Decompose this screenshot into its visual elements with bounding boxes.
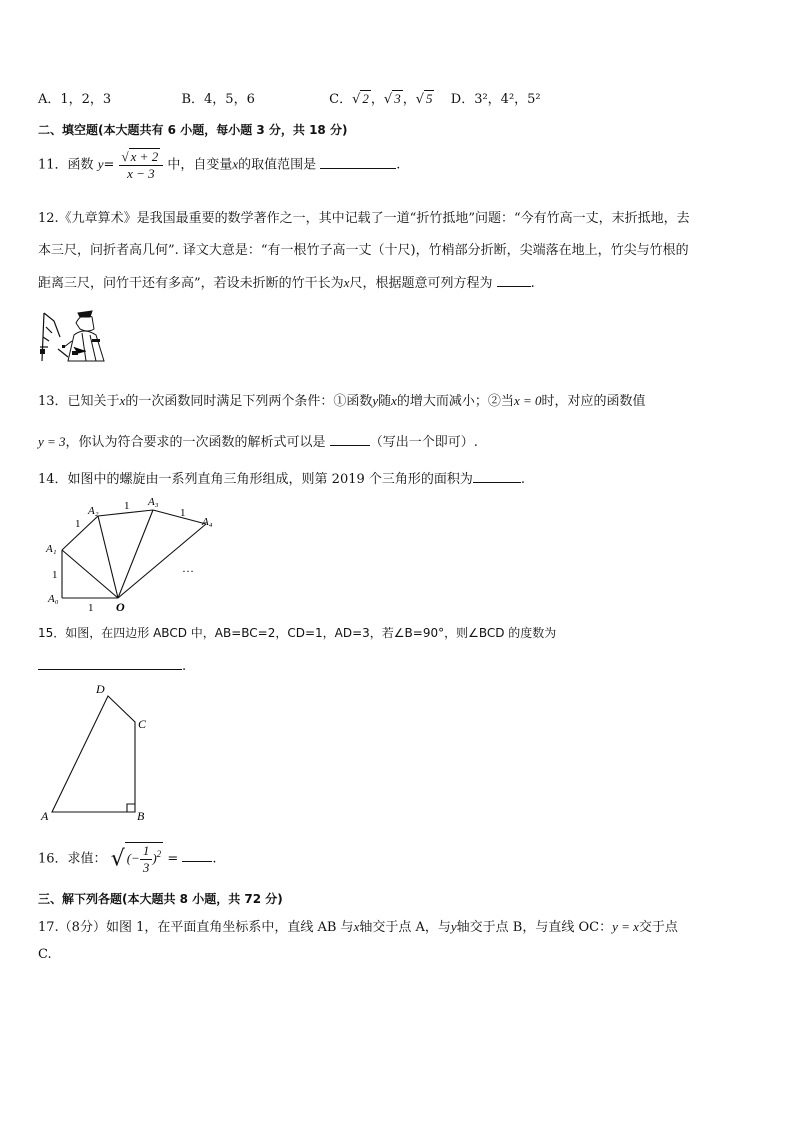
question-14: 14．如图中的螺旋由一系列直角三角形组成，则第 2019 个三角形的面积为 . [38,472,526,487]
label-o: O [116,600,125,614]
section-2-title: 二、填空题(本大题共有 6 小题，每小题 3 分，共 18 分) [38,123,348,137]
segment-a3-o [118,510,153,598]
question-11: 11．函数 y= $\frac{√ x + 2}{x - 3}$ 中，自变量x的取值范围是 . [38,149,401,181]
scholar-illustration [38,307,110,363]
segment-a2-o [98,516,118,598]
question-12-line-2: 本三尺，问折者高几何”. 译文大意是：“有一根竹子高一丈（十尺)，竹梢部分折断，尖端落在地上，竹尖与竹根的 [38,243,689,258]
option-d: D．3²，4²，5² [450,92,541,107]
q12-answer-blank[interactable] [497,275,531,287]
q14-answer-blank[interactable] [473,471,521,483]
label-a3: A₃ [148,496,159,508]
right-angle-mark [127,804,135,812]
option-b: B．4，5，6 [181,92,255,107]
question-13-line-1: 13．已知关于x的一次函数同时满足下列两个条件：①函数y随x的增大而减小；②当x = 0时，对应的函数值 [38,393,646,409]
quadrilateral-shape [52,696,135,812]
segment-a1-o [62,550,118,598]
q11-answer-blank[interactable] [320,157,396,169]
label-dots: … [182,561,194,575]
label-a2: A₂ [88,505,99,517]
label-a4: A₄ [202,516,213,528]
q15-answer-blank[interactable] [38,658,182,670]
section-3-title: 三、解下列各题(本大题共 8 小题，共 72 分) [38,892,283,906]
question-17-line-2: C. [38,947,52,962]
quadrilateral-abcd-figure [38,680,158,826]
option-a: A．1，2，3 [38,92,112,107]
question-17-line-1: 17.（8分）如图 1，在平面直角坐标系中，直线 AB 与x轴交于点 A，与y轴交于点 B，与直线 OC：y = x交于点 [38,919,678,935]
label-one-bottom: 1 [88,602,94,614]
label-b: B [137,809,145,823]
question-12-line-1: 12.《九章算术》是我国最重要的数学著作之一，其中记载了一道“折竹抵地”问题：“今有竹高一丈，末折抵地，去 [38,211,690,226]
label-one-a2a3: 1 [124,500,130,512]
q13-answer-blank[interactable] [330,434,370,446]
label-one-a3a4: 1 [180,507,186,519]
label-one-left: 1 [52,569,58,581]
label-a1: A₁ [46,543,57,555]
label-d: D [96,682,105,696]
label-one-a1a2: 1 [75,518,81,530]
options-row [38,88,541,107]
label-c: C [138,717,147,731]
spiral-triangles-figure [40,494,230,614]
option-c: C．√ 2 ，√ 3 ，√ 5 [329,91,433,107]
label-a: A [41,809,49,823]
question-13-line-2: y = 3，你认为符合要求的一次函数的解析式可以是 （写出一个即可）. [38,434,478,450]
question-15: 15．如图，在四边形 ABCD 中，AB=BC=2，CD=1，AD=3，若∠B=90°，则∠BCD 的度数为 [38,626,557,640]
q11-fraction: $\frac{√ x + 2}{x - 3}$ [119,148,164,182]
question-16: 16．求值： √ (− $\frac{1}{3}$ )$^2$ = . [38,843,217,875]
question-15-blank-line: . [38,658,186,674]
q16-answer-blank[interactable] [182,850,212,862]
label-a0: A₀ [48,593,59,605]
question-12-line-3: 距离三尺，问竹干还有多高”，若设未折断的竹干长为x尺，根据题意可列方程为 . [38,275,535,291]
